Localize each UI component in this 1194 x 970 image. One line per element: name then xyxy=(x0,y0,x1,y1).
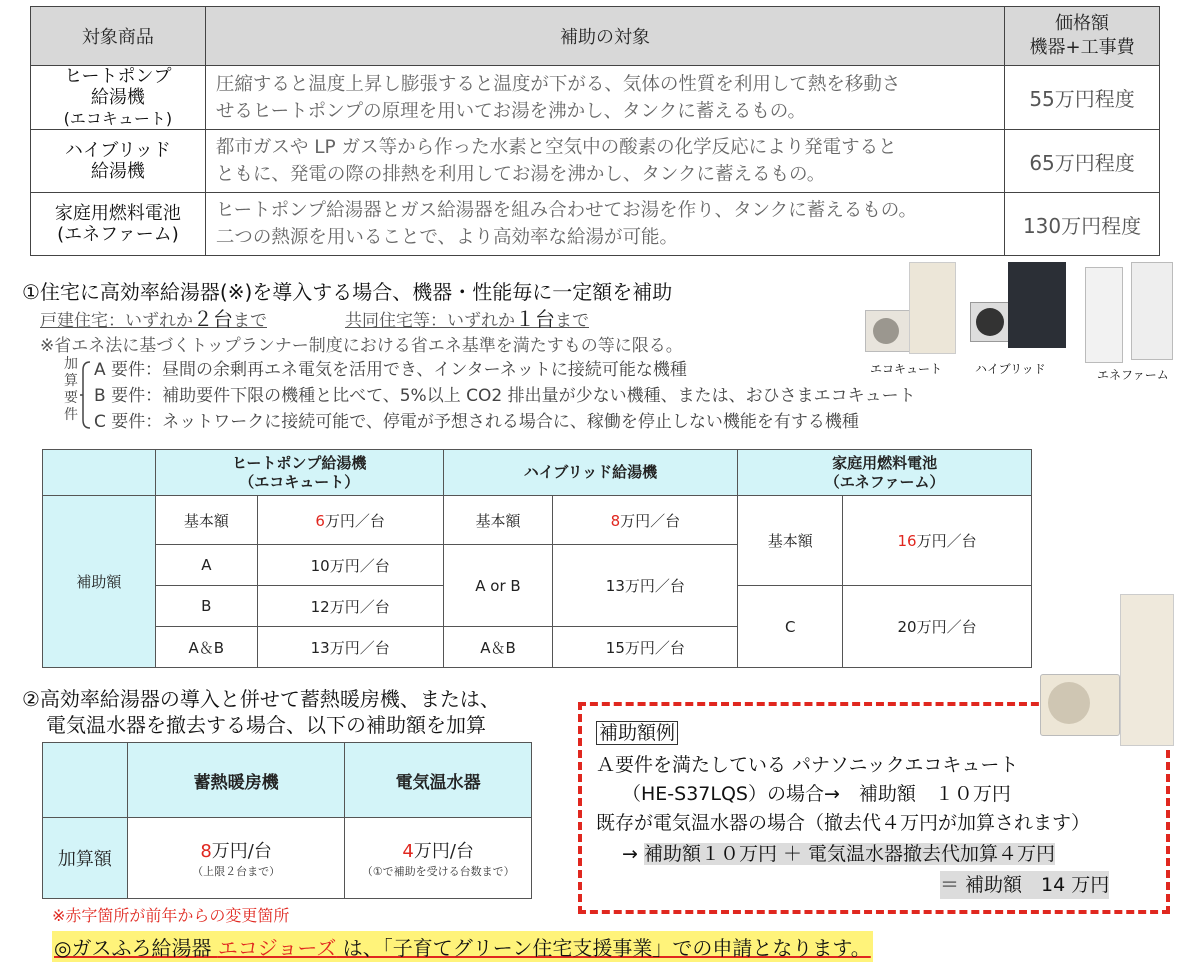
cell-value: 13万円／台 xyxy=(257,627,443,668)
hybrid-image xyxy=(970,262,1068,350)
cell-label: 基本額 xyxy=(443,496,553,545)
table-row xyxy=(31,130,1160,193)
cell-value: 10万円／台 xyxy=(257,545,443,586)
table-row xyxy=(31,193,1160,256)
product-table xyxy=(30,6,1160,256)
cell-value: 16万円／台 xyxy=(843,496,1032,586)
enefarm-image xyxy=(1085,262,1173,362)
product-desc: ヒートポンプ給湯器とガス給湯器を組み合わせてお湯を作り、タンクに蓄えるもの。 二つの熱源を用いることで、より高効率な給湯が可能。 xyxy=(205,193,1004,256)
header-target: 補助の対象 xyxy=(205,7,1004,66)
ecocute-image xyxy=(865,262,965,352)
example-line4: → 補助額１０万円 ＋ 電気温水器撤去代加算４万円 xyxy=(622,843,1056,865)
cell-label: 基本額 xyxy=(738,496,843,586)
product-desc: 都市ガスや LP ガス等から作った水素と空気中の酸素の化学反応により発電すると ともに、発電の際の排熱を利用してお湯を沸かし、タンクに蓄えるもの。 xyxy=(205,130,1004,193)
efficiency-note: ※省エネ法に基づくトップランナー制度における省エネ基準を満たすもの等に限る。 xyxy=(40,336,683,356)
product-name: ヒートポンプ 給湯機 (エコキュート) xyxy=(31,66,206,130)
col-head-ecocute: ヒートポンプ給湯機 （エコキュート） xyxy=(155,450,443,496)
change-note: ※赤字箇所が前年からの変更箇所 xyxy=(52,906,290,925)
detached-limit: 戸建住宅：いずれか２台まで xyxy=(40,307,267,331)
cell-label: A xyxy=(155,545,257,586)
cell-label: B xyxy=(155,586,257,627)
outdoor-unit-image xyxy=(1040,666,1120,736)
req-label: 加 算 要 件 xyxy=(64,356,78,423)
col-head-heater: 蓄熱暖房機 xyxy=(127,743,345,818)
example-line3: 既存が電気温水器の場合（撤去代４万円が加算されます） xyxy=(596,812,1091,834)
col-head-water-heater: 電気温水器 xyxy=(345,743,532,818)
cell-label: A＆B xyxy=(443,627,553,668)
req-c: C 要件：ネットワークに接続可能で、停電が予想される場合に、稼働を停止しない機能を有する機種 xyxy=(94,412,859,432)
cell-value: 20万円／台 xyxy=(843,586,1032,668)
section2-title-2: 電気温水器を撤去する場合、以下の補助額を加算 xyxy=(46,713,486,737)
table-row xyxy=(31,66,1160,130)
cell-label: C xyxy=(738,586,843,668)
subsidy-table xyxy=(42,449,1032,668)
product-desc: 圧縮すると温度上昇し膨張すると温度が下がる、気体の性質を利用して熱を移動さ せるヒートポンプの原理を用いてお湯を沸かし、タンクに蓄えるもの。 xyxy=(205,66,1004,130)
cell-label: A or B xyxy=(443,545,553,627)
additional-table xyxy=(42,742,532,899)
product-price: 65万円程度 xyxy=(1005,130,1160,193)
hybrid-label: ハイブリッド xyxy=(975,362,1046,376)
cell-value: 12万円／台 xyxy=(257,586,443,627)
cell-value: 8万円/台 （上限２台まで） xyxy=(127,818,345,899)
product-name: ハイブリッド 給湯機 xyxy=(31,130,206,193)
tank-unit-image xyxy=(1120,594,1174,746)
example-line2: （HE-S37LQS）の場合→ 補助額 １０万円 xyxy=(622,783,1011,805)
enefarm-label: エネファーム xyxy=(1097,368,1169,382)
product-name: 家庭用燃料電池 (エネファーム) xyxy=(31,193,206,256)
example-line1: Ａ要件を満たしている パナソニックエコキュート xyxy=(596,754,1019,776)
req-a: A 要件：昼間の余剰再エネ電気を活用でき、インターネットに接続可能な機種 xyxy=(94,360,687,380)
example-label: 補助額例 xyxy=(596,719,678,747)
cell-value: 6万円／台 xyxy=(257,496,443,545)
cell-label: 基本額 xyxy=(155,496,257,545)
cell-value: 15万円／台 xyxy=(553,627,738,668)
cell-value: 4万円/台 （①で補助を受ける台数まで） xyxy=(345,818,532,899)
example-line5: ＝ 補助額 14 万円 xyxy=(940,871,1109,899)
cell-label: A＆B xyxy=(155,627,257,668)
table-header-row xyxy=(31,7,1160,66)
req-bracket xyxy=(80,360,92,430)
req-b: B 要件：補助要件下限の機種と比べて、5%以上 CO2 排出量が少ない機種、または、おひさまエコキュート xyxy=(94,386,916,406)
product-price: 55万円程度 xyxy=(1005,66,1160,130)
corner-cell xyxy=(43,450,156,496)
header-price: 価格額 機器+工事費 xyxy=(1005,7,1160,66)
col-head-enefarm: 家庭用燃料電池 （エネファーム） xyxy=(738,450,1032,496)
ecocute-label: エコキュート xyxy=(870,362,943,376)
row-head-subsidy: 補助額 xyxy=(43,496,156,668)
product-price: 130万円程度 xyxy=(1005,193,1160,256)
section1-title: ①住宅に高効率給湯器(※)を導入する場合、機器・性能毎に一定額を補助 xyxy=(22,280,673,304)
col-head-hybrid: ハイブリッド給湯機 xyxy=(443,450,738,496)
collective-limit: 共同住宅等：いずれか１台まで xyxy=(345,307,589,331)
section2-title-1: ②高効率給湯器の導入と併せて蓄熱暖房機、または、 xyxy=(22,687,500,711)
corner-cell xyxy=(43,743,128,818)
cell-value: 8万円／台 xyxy=(553,496,738,545)
cell-value: 13万円／台 xyxy=(553,545,738,627)
header-product: 対象商品 xyxy=(31,7,206,66)
row-head-additional: 加算額 xyxy=(43,818,128,899)
footer-note: ◎ガスふろ給湯器 エコジョーズ は、「子育てグリーン住宅支援事業」での申請となります。 xyxy=(52,931,873,962)
